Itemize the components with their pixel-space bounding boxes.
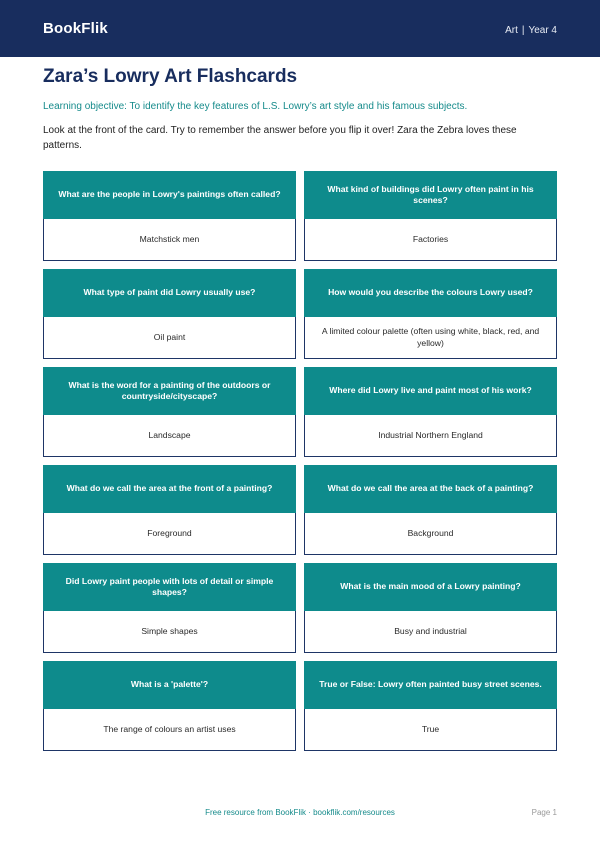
flashcard[interactable]: [43, 661, 296, 751]
card-back: Foreground: [43, 513, 296, 555]
flashcard[interactable]: [43, 563, 296, 653]
subject-year: [505, 25, 557, 36]
card-back: Landscape: [43, 415, 296, 457]
card-back: The range of colours an artist uses: [43, 709, 296, 751]
card-back: Busy and industrial: [304, 611, 557, 653]
card-front: How would you describe the colours Lowry used?: [304, 269, 557, 317]
card-back: Matchstick men: [43, 219, 296, 261]
flashcard[interactable]: [43, 171, 296, 261]
flashcard[interactable]: [304, 563, 557, 653]
flashcard[interactable]: [304, 367, 557, 457]
card-front: True or False: Lowry often painted busy street scenes.: [304, 661, 557, 709]
card-back: Oil paint: [43, 317, 296, 359]
card-front: What is a 'palette'?: [43, 661, 296, 709]
flashcard[interactable]: [43, 465, 296, 555]
flashcard[interactable]: [304, 171, 557, 261]
card-back: A limited colour palette (often using white, black, red, and yellow): [304, 317, 557, 359]
page-number: Page 1: [531, 808, 557, 817]
card-front: What is the word for a painting of the outdoors or countryside/cityscape?: [43, 367, 296, 415]
card-front: What kind of buildings did Lowry often paint in his scenes?: [304, 171, 557, 219]
flashcard-grid: [43, 171, 557, 751]
brand-logo: BookFlik: [43, 20, 108, 37]
flashcard[interactable]: [43, 367, 296, 457]
card-back: Simple shapes: [43, 611, 296, 653]
card-front: What is the main mood of a Lowry painting?: [304, 563, 557, 611]
card-back: Factories: [304, 219, 557, 261]
page-header: [0, 0, 600, 57]
flashcard[interactable]: [304, 661, 557, 751]
card-front: What do we call the area at the front of a painting?: [43, 465, 296, 513]
card-back: Background: [304, 513, 557, 555]
card-front: Where did Lowry live and paint most of his work?: [304, 367, 557, 415]
card-back: Industrial Northern England: [304, 415, 557, 457]
meta-separator: |: [521, 25, 525, 36]
footer-credit-link[interactable]: Free resource from BookFlik · bookflik.com/resources: [205, 808, 395, 817]
flashcard[interactable]: [304, 269, 557, 359]
card-front: What do we call the area at the back of a painting?: [304, 465, 557, 513]
instructions: Look at the front of the card. Try to remember the answer before you flip it over! Zara the Zebra loves these patterns.: [43, 125, 517, 151]
card-front: What type of paint did Lowry usually use?: [43, 269, 296, 317]
flashcard[interactable]: [304, 465, 557, 555]
flashcard[interactable]: [43, 269, 296, 359]
year-label: Year 4: [528, 25, 557, 36]
page-title: Zara’s Lowry Art Flashcards: [43, 66, 298, 87]
card-front: Did Lowry paint people with lots of detail or simple shapes?: [43, 563, 296, 611]
subject-label: Art: [505, 25, 518, 36]
card-front: What are the people in Lowry's paintings often called?: [43, 171, 296, 219]
card-back: True: [304, 709, 557, 751]
learning-objective: Learning objective: To identify the key features of L.S. Lowry’s art style and his famous subjects.: [43, 101, 468, 112]
